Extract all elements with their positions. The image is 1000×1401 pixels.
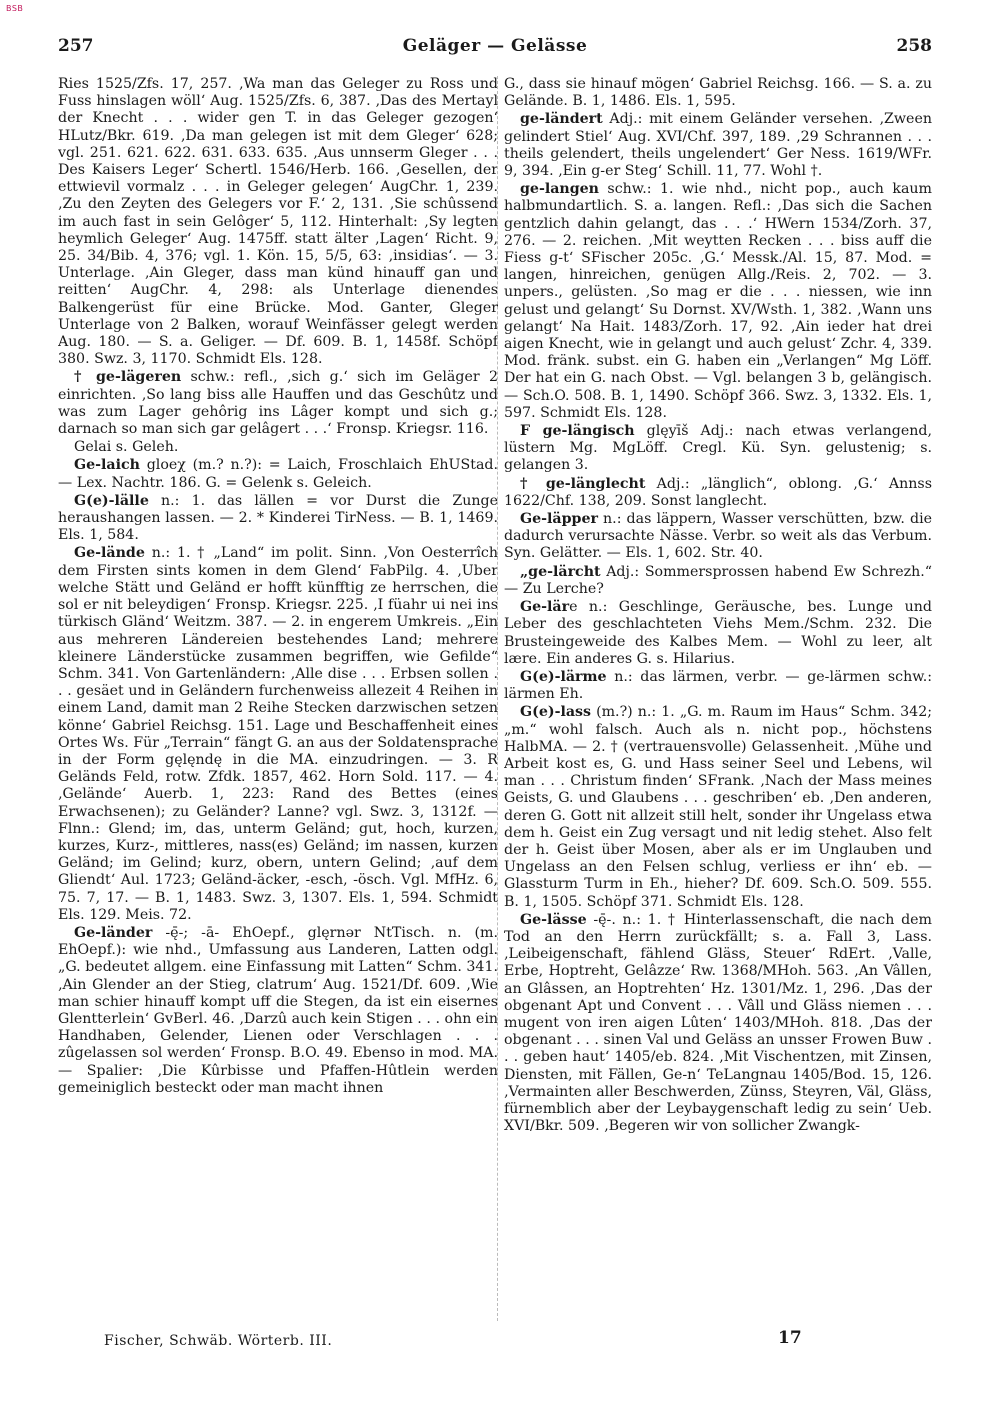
entry-text: Adj.: mit einem Geländer versehen. ‚Zween gelindert Stiel‘ Aug. XVI/Chf. 397, 189. ‚29 Schrannen . . . theils gelendert, theils ungelendert‘ Ger Ness. 1619/WFr. 9, 394. ‚Ein g-er Steg‘ Schill. 11, 77. Wohl †. <box>504 111 932 180</box>
entry-headword: Ge-länder <box>74 924 153 941</box>
dictionary-entry <box>504 564 932 598</box>
entry-text: (m.?) n.: 1. „G. m. Raum im Haus“ Schm. 342; „m.“ wohl falsch. Auch als n. nicht pop., höchstens HalbMA. — 2. † (vertrauensvolle) Gelassenheit. ‚Mühe und Arbeit kost es, G. und Hass seiner Seel und Lebens, wil man . . . Christum finden‘ SFrank. ‚Nach der Mass meines Geists, G. und Glaubens . . . geschriben‘ eb. ‚Den anderen, deren G. Gott nit allzeit still helt, sonder ihr Ungelass etwa dem h. Geist ein Zug versagt und nit ledig stehet. Also felt der h. Geist über Mosen, aber als er im Unglauben und Ungelass an den Felsen schlug, verliess er ihn‘ eb. — Glassturm Turm in Eh., hieher? Df. 609. Sch.O. 509. 555. B. 1, 1505. Schöpf 371. Schmidt Els. 128. <box>504 704 932 910</box>
entry-headword: Ge-lässe <box>520 911 587 928</box>
sheet-number: 17 <box>778 1328 802 1348</box>
dictionary-entry <box>58 493 498 545</box>
dictionary-entry <box>58 457 498 491</box>
entry-text: glęyīš Adj.: nach etwas verlangend, lüstern Mg. MgLöff. Cregl. Kü. Syn. gelustenig; s. gelangen 3. <box>504 423 932 474</box>
page-number-left: 257 <box>58 36 94 56</box>
page-header <box>58 36 932 60</box>
dictionary-entry <box>58 545 498 923</box>
column-divider <box>497 76 498 1321</box>
entry-headword: ge-langen <box>520 181 599 198</box>
dictionary-entry <box>504 599 932 668</box>
dictionary-entry <box>504 423 932 475</box>
entry-headword: Ge-laich <box>74 457 140 474</box>
dictionary-entry <box>504 181 932 422</box>
entry-headword: F ge-längisch <box>520 423 635 440</box>
entry-text: schw.: refl., ‚sich g.‘ sich im Geläger 2 einrichten. ‚So lang biss alle Hauffen und das Geschûtz und was zum Lager gehôrig ins Lâger kompt und sich g.; darnach so man sich gar gelâgert . . .‘ Fronsp. Kriegsr. 116. <box>58 369 498 438</box>
entry-continuation <box>504 76 932 110</box>
entry-continuation <box>58 76 498 368</box>
entry-headword: Ge-läpper <box>520 511 598 528</box>
entry-headword: † ge-länglecht <box>520 475 646 492</box>
entry-text: schw.: 1. wie nhd., nicht pop., auch kaum halbmundartlich. S. a. langen. Refl.: ‚Das sich die Sachen gentzlich dahin gelangt, das . . .‘ HWern 1534/Zorh. 37, 276. — 2. reichen. ‚Mit weytten Recken . . . biss auff die Fiess g-t‘ SFischer 205c. ‚G.‘ Messk./Al. 15, 87. Mod. = langen, hinreichen, genügen Allg./Reis. 2, 702. — 3. unpers., gelüsten. ‚So mag er die . . . niessen, wie inn gelust und gelangt‘ Su Dornst. XV/Wsth. 1, 382. ‚Wann uns gelangt‘ Na Hait. 1483/Zorh. 17, 92. ‚Ain ieder hat drei aigen Knecht, wie in gelangt und auch gelust‘ Zchr. 4, 339. Mod. fränk. subst. ein G. haben ein „Verlangen“ Mg Löff. Der hat ein G. nach Obst. — Vgl. belangen 3 b, gelängisch. — Sch.O. 508. B. 1, 1490. Schöpf 366. Swz. 3, 1332. Els. 1, 597. Schmidt Els. 128. <box>504 181 932 421</box>
entry-text: n.: 1. † „Land“ im polit. Sinn. ‚Von Oesterrîch dem Firsten sints komen in dem Glend‘ FabPilg. 4. ‚Uber welche Stätt und Geländ er hofft künfftig ze herrschen, die sol er nit beleydigen‘ Fronsp. Kriegsr. 225. ‚I füahr ui nei ins türkisch Gländ‘ Weitzm. 387. — 2. in engerem Umkreis. „Ein aus mehreren Ländereien bestehendes Land; mehrere kleinere Länderstücke zusammen begriffen, wie Gefilde“ Schm. 341. Von Gartenländern: ‚Alle dise . . . Erbsen sollen . . . gesäet und in Geländern furchenweiss allezeit 4 Reihen in einem Land, damit man 2 Reihe Stecken darzwischen setzen könne‘ Gabriel Reichsg. 151. Lage und Beschaffenheit eines Ortes Ws. Für „Terrain“ fängt G. an aus der Soldatensprache in der Form gęlęndę in die MA. einzudringen. — 3. R Geländs Feld, rotw. Zfdk. 1857, 462. Horn Sold. 117. — 4. ‚Gelände‘ Auerb. 1, 223: Rand des Bettes (eines Erwachsenen); zu Geländer? Lanne? vgl. Swz. 3, 1312f. — Flnn.: Glend; im, das, unterm Geländ; gut, hoch, kurzen, kurzes, Kurz-, mittleres, nass(es) Geländ; im nassen, kurzen Geländ; im Gelind; kurz, obern, untern Gelind; ‚auf dem Gliendt‘ Aul. 1723; Geländ-äcker, -esch, -ösch. Vgl. MfHz. 6, 75. 7, 17. — B. 1, 1483. Swz. 3, 1307. Els. 1, 594. Schmidt Els. 129. Meis. 72. <box>58 545 498 923</box>
entry-headword: G(e)-lass <box>520 704 592 721</box>
dictionary-entry <box>504 476 932 510</box>
dictionary-entry <box>504 511 932 563</box>
dictionary-entry <box>504 912 932 1136</box>
entry-headword: G(e)-lärme <box>520 668 607 685</box>
footer-credit: Fischer, Schwäb. Wörterb. III. <box>104 1333 333 1349</box>
entry-text: Gelai s. Geleh. <box>74 439 179 456</box>
entry-text: Ries 1525/Zfs. 17, 257. ‚Wa man das Geleger zu Ross und Fuss hinslagen wöll‘ Aug. 1525/Zfs. 6, 387. ‚Das des Mertayl der Knecht . . . wider gen T. in das Geleger gezogen‘ HLutz/Bkr. 619. ‚Da man gelegen ist mit dem Gleger‘ 628; vgl. 251. 621. 622. 631. 633. 635. ‚Aus unnserm Gleger . . . Des Kaisers Leger‘ Schertl. 1546/Herb. 166. ‚Gesellen, der ettwievil vormalz . . . in Geleger gelegen‘ AugChr. 1, 239. ‚Zu den Zeyten des Gelegers vor F.‘ 2, 131. ‚Sie schûssend im auch fast in sein Gelôger‘ 5, 112. Hinterhalt: ‚Sy legten heymlich Geleger‘ Aug. 1475ff. statt älter ‚Lagen‘ Richt. 9, 25. 34/Bib. 4, 376; vgl. 1. Kön. 15, 5/5, 63: ‚insidias‘. — 3. Unterlage. ‚Ain Gleger, dass man künd hinauff gan und reitten‘ AugChr. 4, 298: als Unterlage dienendes Balkengerüst für eine Brücke. Mod. Ganter, Gleger Unterlage von 2 Balken, worauf Weinfässer gelegt werden Aug. 180. — S. a. Geliger. — Df. 609. B. 1, 1458f. Schöpf 380. Swz. 3, 1170. Schmidt Els. 128. <box>58 76 498 368</box>
dictionary-entry <box>58 925 498 1097</box>
entry-text: -ę̄-. n.: 1. † Hinterlassenschaft, die nach dem Tod an den Herrn zurückfällt; s. a. Fall 3, Lass. ‚Leibeigenschaft, fählend Gläss, Steuer‘ RdErt. ‚Valle, Erbe, Hoptreht, Gelâzze‘ Rw. 1368/MHoh. 563. ‚An Vâllen, an Glâssen, an Hoptrehten‘ Hz. 1301/Mz. 1, 296. ‚Das der obgenant Apt und Convent . . . Vâll und Gläss niemen . . . mugent von iren aigen Lûten‘ 1403/MHoh. 818. ‚Das der obgenant . . . sinen Val und Geläss an unsser Frowen Buw . . . geben haut‘ 1405/eb. 824. ‚Mit Vischentzen, mit Zinsen, Diensten, mit Fällen, Ge-n‘ TeLangnau 1405/Bod. 15, 126. ‚Vermainten aller Beschwerden, Zünss, Steyren, Väl, Gläss, fürnemblich aber der Leybaygenschaft ledig zu sein‘ Ueb. XVI/Bkr. 509. ‚Begeren wir von sollicher Zwangk- <box>504 911 932 1135</box>
entry-text: gloeχ (m.? n.?): = Laich, Froschlaich EhUStad. — Lex. Nachtr. 186. G. = Gelenk s. Geleich. <box>58 457 498 491</box>
entry-headword: Ge-lär <box>520 599 570 616</box>
entry-headword: ge-ländert <box>520 111 603 128</box>
entry-text: Adj.: „länglich“, oblong. ‚G.‘ Annss 1622/Chf. 138, 209. Sonst langlecht. <box>504 475 932 509</box>
entry-text: Adj.: Sommersprossen habend Ew Schrezh.“ — Zu Lerche? <box>504 563 932 597</box>
entry-headword: „ge-lärcht <box>520 563 601 580</box>
entry-headword: † ge-lägeren <box>74 369 182 386</box>
entry-text: n.: 1. das lällen = vor Durst die Zunge heraushangen lassen. — 2. * Kinderei TirNess. — B. 1, 1469. Els. 1, 584. <box>58 492 498 544</box>
entry-text: -ę̄-; -ā- EhOepf., glęrnər NtTisch. n. (m. EhOepf.): wie nhd., Umfassung aus Landeren, Latten odgl. „G. bedeutet allgem. eine Einfassung mit Latten“ Schm. 341. ‚Ain Glender an der Stieg, clatrum‘ Aug. 1521/Df. 609. ‚Wie man schier hinauff kompt uff die Stegen, da ist ein eisernes Glentterlein‘ GvBerl. 46. ‚Darzû auch kein Stigen . . . ohn ein Handhaben, Gelender, Lienen oder Verschlagen . . . zûgelassen sol werden‘ Fronsp. B.O. 49. Ebenso in mod. MA. — Spalier: ‚Die Kûrbisse und Pfaffen-Hûtlein werden gemeiniglich besteckt oder man macht ihnen <box>58 924 498 1096</box>
entry-text: n.: das lärmen, verbr. — ge-lärmen schw.: lärmen Eh. <box>504 668 932 703</box>
left-column <box>58 76 498 1321</box>
entry-headword: Ge-lände <box>74 545 145 562</box>
entry-text: G., dass sie hinauf mögen‘ Gabriel Reichsg. 166. — S. a. zu Gelände. B. 1, 1486. Els. 1, 595. <box>504 76 932 110</box>
entry-headword: G(e)-lälle <box>74 492 149 509</box>
dictionary-entry <box>504 669 932 703</box>
dictionary-entry <box>504 111 932 180</box>
right-column <box>504 76 932 1321</box>
page-number-right: 258 <box>896 36 932 56</box>
page-title: Geläger — Gelässe <box>402 36 588 56</box>
entry-text: e n.: Geschlinge, Geräusche, bes. Lunge und Leber des geschlachteten Viehs Mem./Schm. 232. Die Brusteingeweide des Kalbes Mem. — Wohl zu leer, alt lære. Ein anderes G. s. Hilarius. <box>504 599 932 667</box>
dictionary-entry <box>504 704 932 910</box>
dictionary-entry <box>58 369 498 438</box>
entry-text: n.: das läppern, Wasser verschütten, bzw. die dadurch verursachte Nässe. Verbr. so weit als das Verbum. Syn. Gelätter. — Els. 1, 602. Str. 40. <box>504 511 932 562</box>
library-stamp: BSB <box>6 4 24 13</box>
dictionary-entry <box>58 439 498 456</box>
